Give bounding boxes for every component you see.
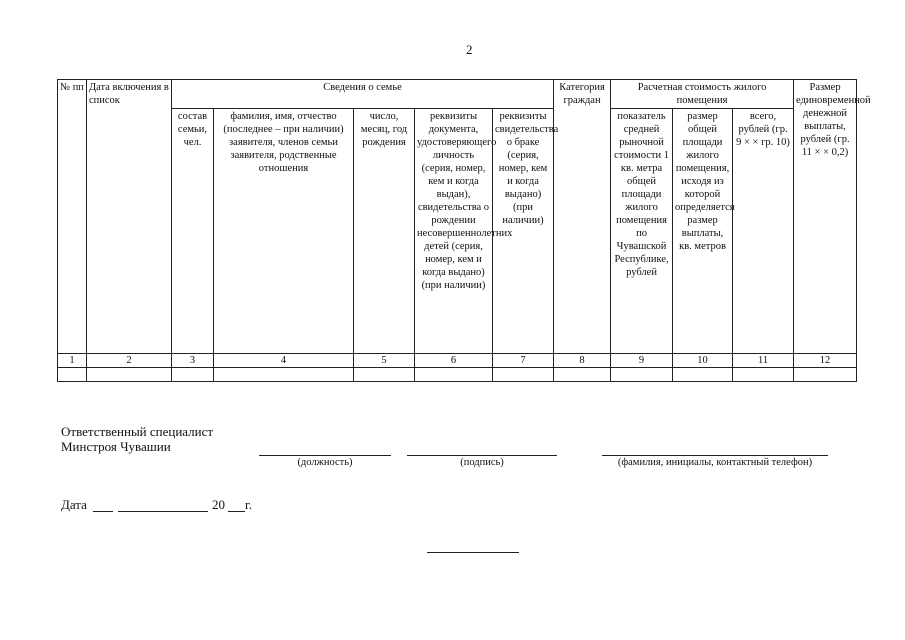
column-number: 4	[214, 354, 354, 368]
header-family-info: Сведения о семье	[172, 80, 554, 109]
date-label: Дата	[61, 497, 87, 512]
column-number: 10	[673, 354, 733, 368]
header-housing-cost: Расчетная стоимость жилого помещения	[611, 80, 794, 109]
specialist-title-line2: Минстроя Чувашии	[61, 439, 171, 454]
empty-data-row	[58, 368, 857, 382]
header-category: Категория граждан	[554, 80, 611, 354]
header-total-cost: всего, рублей (гр. 9 × × гр. 10)	[733, 109, 794, 354]
column-number: 11	[733, 354, 794, 368]
date-day-line	[93, 511, 113, 512]
column-number: 9	[611, 354, 673, 368]
name-phone-line	[602, 455, 828, 456]
column-number: 7	[493, 354, 554, 368]
column-number: 12	[794, 354, 857, 368]
header-number: № пп	[58, 80, 87, 354]
signature-line	[407, 455, 557, 456]
column-number: 5	[354, 354, 415, 368]
position-caption: (должность)	[297, 457, 353, 468]
header-family-composition: состав семьи, чел.	[172, 109, 214, 354]
header-floor-area: размер общей площади жилого помещения, исходя из которой определяется размер выплаты, кв. метров	[673, 109, 733, 354]
column-number: 3	[172, 354, 214, 368]
signature-caption: (подпись)	[460, 457, 504, 468]
date-year-suffix: г.	[245, 497, 253, 512]
specialist-title-line1: Ответственный специалист	[61, 424, 214, 439]
header-sqm-price: показатель средней рыночной стоимости 1 кв. метра общей площади жилого помещения по Чувашской Республике, рублей	[611, 109, 673, 354]
footer-separator-line	[427, 552, 519, 553]
column-number: 2	[87, 354, 172, 368]
date-year-line	[228, 511, 245, 512]
header-identity-documents: реквизиты документа, удостоверяющего личность (серия, номер, кем и когда выдан), свидетельства о рождении несовершеннолетних детей (серия, номер, кем и когда выдано) (при наличии)	[415, 109, 493, 354]
position-line	[259, 455, 391, 456]
header-marriage-certificate: реквизиты свидетельства о браке (серия, номер, кем и когда выдано) (при наличии)	[493, 109, 554, 354]
date-year-prefix: 20	[212, 497, 225, 512]
column-number: 6	[415, 354, 493, 368]
family-register-table	[57, 79, 871, 382]
date-month-line	[118, 511, 208, 512]
page-number: 2	[466, 42, 473, 57]
header-birth-date: число, месяц, год рождения	[354, 109, 415, 354]
header-payment-amount: Размер единовременной денежной выплаты, рублей (гр. 11 × × 0,2)	[794, 80, 857, 354]
column-number: 8	[554, 354, 611, 368]
header-inclusion-date: Дата включения в список	[87, 80, 172, 354]
name-phone-caption: (фамилия, инициалы, контактный телефон)	[617, 457, 813, 468]
column-number: 1	[58, 354, 87, 368]
header-full-names: фамилия, имя, отчество (последнее – при наличии) заявителя, членов семьи заявителя, родственные отношения	[214, 109, 354, 354]
